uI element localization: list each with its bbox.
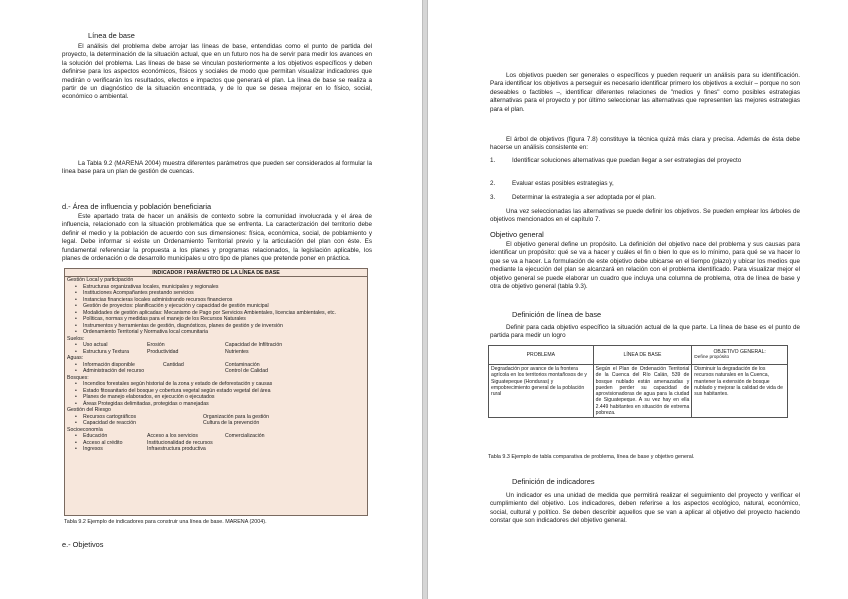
group-title: Gestión Local y participación: [67, 277, 134, 284]
general-objective-paragraph: [490, 241, 800, 291]
list-item: • Información disponible Cantidad Contaminación: [83, 362, 367, 369]
general-objective-p4: El objetivo general define un propósito. La definición del objetivo nace del problema y sus causas para identificar un propósito: qué se va a hacer y cuáles el fin o bien lo que es lo mínimo, para qué se va hacer lo que se va a hacer. La formulación de este objetivo debe ubicarse en el tiempo (plazo) y ubicar los medios que mediante la ejecución del plan se alcanzará en relación con el problema identificado. Para visualizar mejor el objetivo general se puede elaborar un cuadro que incluya una columna de problema, otra de línea de base y otra de objetivo general (tabla 9.3).: [490, 241, 800, 291]
left-page: [0, 0, 422, 599]
list-item: • Modalidades de gestión aplicadas: Mecanismo de Pago por Servicios Ambientales, licencias ambientales, etc.: [83, 310, 367, 317]
indicator-table-header: INDICADOR / PARÁMETRO DE LA LÍNEA DE BASE: [65, 269, 367, 277]
list-item: • Capacidad de reacción Cultura de la prevención: [83, 420, 367, 427]
group-list: [67, 381, 367, 407]
section-d-heading: d.- Área de influencia y población beneficiaria: [62, 202, 212, 211]
list-item: • Estructuras organizativas locales, municipales y regionales: [83, 284, 367, 291]
cell-linea-base: Según el Plan de Ordenación Territorial de la Cuenca del Río Calán, 539 de bosque nublado están amenazadas y pueden perder su capacidad de aprovisionadoras de agua para la ciudad de Siguatepeque. A su vez hay en ella 2.449 habitantes en situación de extrema pobreza.: [593, 365, 692, 418]
baseline-definition-heading: Definición de línea de base: [512, 310, 602, 319]
selection-paragraph: [490, 208, 800, 225]
list-item: • Instrumentos y herramientas de gestión, diagnósticos, planes de gestión y de inversión: [83, 323, 367, 330]
list-item: • Uso actual Erosión Capacidad de Infiltración: [83, 342, 367, 349]
list-item: • Áreas Protegidas delimitadas, protegidas o manejadas: [83, 401, 367, 408]
list-item: • Incendios forestales según historial de la zona y estado de deforestación y causas: [83, 381, 367, 388]
group-title: Suelos:: [67, 335, 85, 342]
group-riesgo: [65, 407, 367, 427]
list-item: • Estado fitosanitario del bosque y cobertura vegetal según estado vegetal del área: [83, 388, 367, 395]
section-e-heading: e.- Objetivos: [62, 540, 104, 549]
objectives-paragraph: [490, 72, 800, 114]
list-item: • Instituciones Acompañantes prestando servicios: [83, 290, 367, 297]
table-row: [489, 346, 788, 365]
group-bosques: [65, 375, 367, 408]
list-item: • Planes de manejo elaborados, en ejecución o ejecutados: [83, 394, 367, 401]
group-title: Aguas:: [67, 355, 84, 362]
baseline-heading: Línea de base: [88, 31, 135, 40]
indicators-p6: Un indicador es una unidad de medida que permitirá realizar el seguimiento del proyecto y verificar el cumplimiento del objetivo. Los indicadores, deben referirse a los aspectos ecológico, natural, económico, social, cultural y político. Se deben describir aquellos que se van a aplicar al objetivo del proyecto haciendo constar que son indicadores del objetivo general.: [490, 492, 800, 525]
list-item: • Acceso al crédito Institucionalidad de recursos: [83, 440, 367, 447]
cell-objetivo: Disminuir la degradación de los recursos naturales en la Cuenca, mantener la extensión de bosque nublado y mejorar la calidad de vida de sus habitantes.: [692, 365, 788, 418]
section-d-paragraph: [62, 213, 372, 263]
group-list: [67, 433, 367, 453]
group-socioeconomia: [65, 427, 367, 453]
objective-table-caption: Tabla 9.3 Ejemplo de tabla comparativa de problema, línea de base y objetivo general.: [488, 454, 695, 460]
group-title: Gestión del Riesgo: [67, 407, 111, 414]
list-item: • Políticas, normas y medidas para el manejo de los Recursos Naturales: [83, 316, 367, 323]
list-item: • Educación Acceso a los servicios Comercialización: [83, 433, 367, 440]
group-title: Socioeconomía: [67, 426, 103, 433]
group-suelos: [65, 336, 367, 356]
list-item: • Instancias financieras locales administrando recursos financieros: [83, 297, 367, 304]
indicators-paragraph: [490, 492, 800, 526]
group-list: [67, 342, 367, 355]
indicator-table: [64, 268, 368, 516]
group-gestion-local: [65, 277, 367, 336]
baseline-p2: La Tabla 9.2 (MARENA 2004) muestra diferentes parámetros que pueden ser considerados al formular la línea base para un plan de gestión de cuencas.: [62, 160, 372, 176]
list-item: • Gestión de proyectos: planificación y ejecución y capacidad de gestión municipal: [83, 303, 367, 310]
tree-paragraph: [490, 136, 800, 153]
group-title: Bosques:: [67, 374, 89, 381]
general-objective-heading: Objetivo general: [490, 230, 544, 239]
col-header-problema: PROBLEMA: [489, 346, 594, 365]
indicators-heading: Definición de indicadores: [512, 477, 595, 486]
right-page: [428, 0, 848, 599]
group-list: [67, 284, 367, 336]
baseline-paragraph: [62, 43, 372, 102]
list-item: • Ingresos Infraestructura productiva: [83, 446, 367, 453]
analysis-list-item-1: 1. Identificar soluciones alternativas que puedan llegar a ser estrategias del proyecto: [490, 157, 742, 164]
tree-p2: El árbol de objetivos (figura 7.8) constituye la técnica quizá más clara y precisa. Además de ésta debe hacerse un análisis consistente en:: [490, 136, 800, 152]
indicator-table-caption: Tabla 9.2 Ejemplo de indicadores para construir una línea de base. MARENA (2004).: [64, 519, 267, 525]
baseline-p1: El análisis del problema debe arrojar las líneas de base, entendidas como el punto de partida del proyecto, la determinación de la situación actual, que en un futuro nos ha de servir para medir los avances en la solución del problema. Las líneas de base se vinculan posteriormente a los objetivos específicos y deben definirse para los aspectos económicos, físicos y sociales de modo que permitan visualizar indicadores que medirán o verificarán los resultados, efectos e impactos que generará el plan. La línea de base se realiza a partir de un diagnóstico de la situación encontrada, y de lo que se desea mejorar en lo físico, social, económico o ambiental.: [62, 43, 372, 101]
analysis-list-item-2: 2. Evaluar estas posibles estrategias y,: [490, 180, 614, 187]
group-aguas: [65, 355, 367, 375]
group-list: [67, 414, 367, 427]
col-subheader: Define propósito: [694, 355, 730, 360]
objectives-p1: Los objetivos pueden ser generales o específicos y pueden requerir un análisis para su identificación. Para identificar los objetivos a perseguir es necesario identificar primero los objetivos a excluir – porque no son deseables o factibles –, identificar diferentes relaciones de "medios y fines" como posibles estrategias alternativas para el proyecto y por último seleccionar las alternativas que representen las mejores estrategias para el plan.: [490, 72, 800, 113]
analysis-list-item-3: 3. Determinar la estrategia a ser adoptada por el plan.: [490, 194, 656, 201]
selection-p3: Una vez seleccionadas las alternativas se puede definir los objetivos. Se pueden emplear los árboles de objetivos mencionados en el capítulo 7.: [490, 208, 800, 224]
group-list: [67, 362, 367, 375]
cell-problema: Degradación por avance de la frontera agrícola en los territorios montañosos de y Siguatepeque (Honduras) y empobrecimiento general de la población rural: [489, 365, 594, 418]
baseline-definition-paragraph: [490, 324, 800, 341]
list-item: • Administración del recurso Control de Calidad: [83, 368, 367, 375]
baseline-definition-p5: Definir para cada objetivo específico la situación actual de la que parte. La línea de base es el punto de partida para medir un logro: [490, 324, 800, 340]
list-item: • Estructura y Textura Productividad Nutrientes: [83, 349, 367, 356]
baseline-paragraph-2: [62, 160, 372, 177]
col-header-objetivo: OBJETIVO GENERAL: Define propósito: [692, 346, 788, 365]
list-item: • Ordenamiento Territorial y Normativa local comunitaria: [83, 329, 367, 336]
list-item: • Recursos cartográficos Organización para la gestión: [83, 414, 367, 421]
objective-table: [488, 345, 788, 418]
col-header-linea-base: LÍNEA DE BASE: [593, 346, 692, 365]
table-row: [489, 365, 788, 418]
section-d-p1: Este apartado trata de hacer un análisis de contexto sobre la comunidad involucrada y el área de influencia, relacionado con la situación problemática que se enfrenta. La caracterización del territorio debe definir el medio y la población de acuerdo con sus dimensiones: física, económica, social, de poblamiento y legal. Debe informar si existe un Ordenamiento Territorial previo y la articulación del plan con éste. Es fundamental referenciar la propuesta a los planes y programas relacionados, la legislación aplicable, los planes de ordenación o de desarrollo municipales u otro tipo de planes que pretende poner en práctica.: [62, 213, 372, 263]
